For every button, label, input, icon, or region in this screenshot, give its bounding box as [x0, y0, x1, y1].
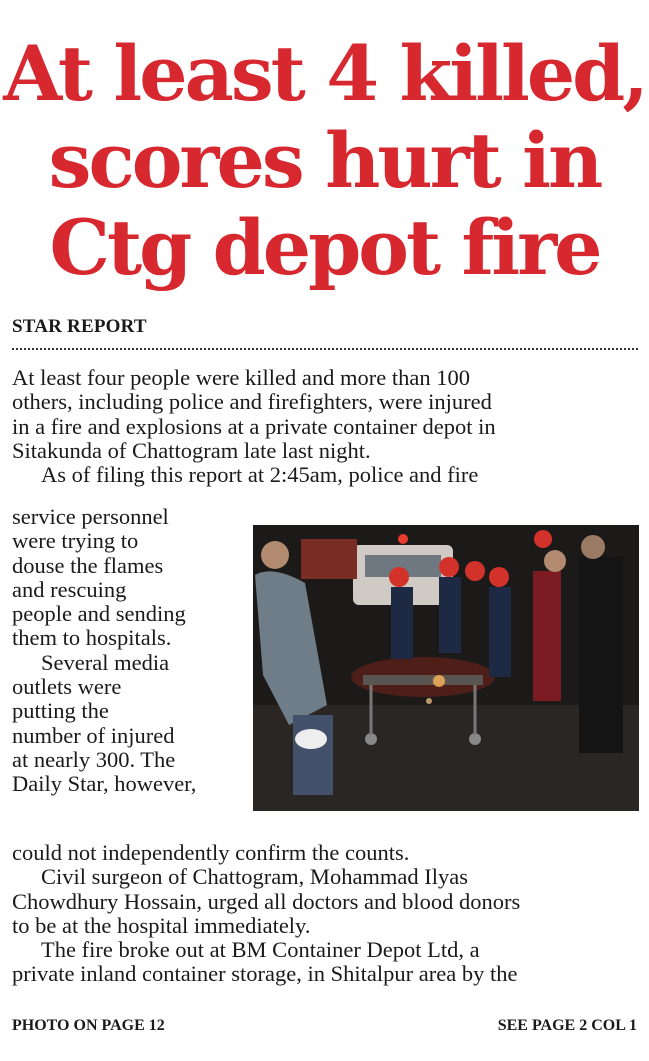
text-line: Several media [41, 649, 170, 675]
text-line: people and sending [12, 601, 186, 627]
article-top [12, 366, 638, 487]
headline-line: Ctg depot fire [49, 203, 600, 292]
text-line: As of filing this report at 2:45am, police and fire [41, 462, 479, 488]
see-page-jump: SEE PAGE 2 COL 1 [497, 1017, 637, 1034]
paragraph-2-start [12, 463, 638, 487]
text-line: could not independently confirm the counts. [12, 840, 410, 865]
text-line: others, including police and firefighters, were injured [12, 389, 492, 415]
text-line: were trying to [12, 528, 139, 554]
text-line: At least four people were killed and more than 100 [12, 365, 470, 390]
text-line: douse the flames [12, 552, 164, 578]
text-line: outlets were [12, 674, 122, 700]
text-line: Daily Star, however, [12, 771, 197, 797]
text-line: in a fire and explosions at a private container depot in [12, 413, 496, 439]
paragraph-4 [12, 865, 638, 938]
text-line: putting the [12, 698, 109, 724]
dotted-divider [12, 348, 638, 350]
fire-rescue-photo-icon [253, 525, 639, 811]
text-line: Civil surgeon of Chattogram, Mohammad Ilyas [41, 864, 469, 890]
byline: STAR REPORT [12, 316, 147, 337]
article-bottom [12, 841, 638, 987]
text-line: Chowdhury Hossain, urged all doctors and blood donors [12, 888, 521, 914]
text-line: to be at the hospital immediately. [12, 912, 311, 938]
text-line: them to hospitals. [12, 625, 172, 651]
paragraph-3 [12, 651, 237, 797]
text-line: number of injured [12, 722, 175, 748]
text-line: private inland container storage, in Shitalpur area by the [12, 961, 518, 987]
paragraph-5 [12, 938, 638, 987]
text-line: The fire broke out at BM Container Depot Ltd, a [41, 937, 480, 963]
paragraph-2-rest [12, 505, 237, 651]
headline [0, 30, 649, 291]
paragraph-1 [12, 366, 638, 463]
headline-line: At least 4 killed, [3, 29, 646, 118]
text-line: at nearly 300. The [12, 746, 176, 772]
paragraph-3-end [12, 841, 638, 865]
text-line: Sitakunda of Chattogram late last night. [12, 437, 371, 463]
photo-on-page-link: PHOTO ON PAGE 12 [12, 1017, 165, 1034]
headline-line: scores hurt in [48, 116, 601, 205]
text-line: and rescuing [12, 576, 127, 602]
text-line: service personnel [12, 504, 169, 529]
article-narrow-column [12, 505, 237, 797]
news-photo [253, 525, 639, 811]
